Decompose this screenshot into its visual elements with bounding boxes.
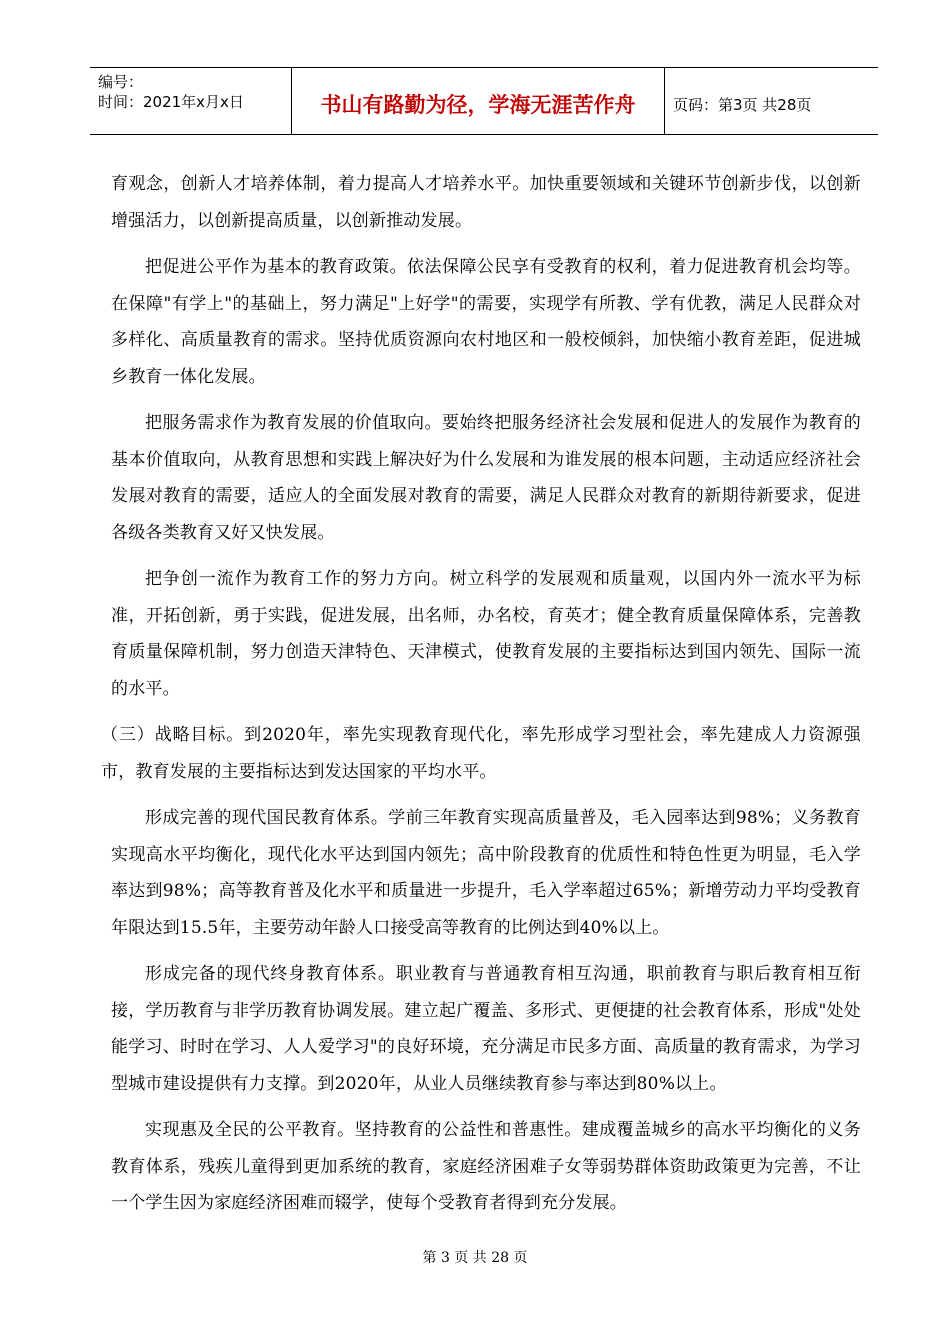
paragraph: 形成完善的现代国民教育体系。学前三年教育实现高质量普及，毛入园率达到98%；义务教育实现高水平均衡化，现代化水平达到国内领先；高中阶段教育的优质性和特色性更为明显，毛入学率达到98%；高等教育普及化水平和质量进一步提升，毛入学率超过65%；新增劳动力平均受教育年限达到15.5年，主要劳动年龄人口接受高等教育的比例达到40%以上。 [111,808,861,938]
document-body [101,166,861,1232]
paragraph: 育观念，创新人才培养体制，着力提高人才培养水平。加快重要领域和关键环节创新步伐，以创新增强活力，以创新提高质量，以创新推动发展。 [111,174,861,231]
paragraph: 把服务需求作为教育发展的价值取向。要始终把服务经济社会发展和促进人的发展作为教育的基本价值取向，从教育思想和实践上解决好为什么发展和为谁发展的根本问题，主动适应经济社会发展对教育的需要，适应人的全面发展对教育的需要，满足人民群众对教育的新期待新要求，促进各级各类教育又好又快发展。 [111,413,861,543]
paragraph: 把促进公平作为基本的教育政策。依法保障公民享有受教育的权利，着力促进教育机会均等。在保障"有学上"的基础上，努力满足"上好学"的需要，实现学有所教、学有优教，满足人民群众对多样化、高质量教育的需求。坚持优质资源向农村地区和一般校倾斜，加快缩小教育差距，促进城乡教育一体化发展。 [111,257,861,387]
paragraph: 把争创一流作为教育工作的努力方向。树立科学的发展观和质量观，以国内外一流水平为标准，开拓创新，勇于实践，促进发展，出名师，办名校，育英才；健全教育质量保障体系，完善教育质量保障机制，努力创造天津特色、天津模式，使教育发展的主要指标达到国内领先、国际一流的水平。 [111,569,861,699]
header-motto: 书山有路勤为径，学海无涯苦作舟 [292,68,665,134]
header-page-info: 页码：第3页 共28页 [673,95,812,114]
page-footer: 第 3 页 共 28 页 [422,1250,528,1266]
paragraph: 形成完备的现代终身教育体系。职业教育与普通教育相互沟通，职前教育与职后教育相互衔接，学历教育与非学历教育协调发展。建立起广覆盖、多形式、更便捷的社会教育体系，形成"处处能学习、时时在学习、人人爱学习"的良好环境，充分满足市民多方面、高质量的教育需求，为学习型城市建设提供有力支撑。到2020年，从业人员继续教育参与率达到80%以上。 [111,964,861,1094]
number-label: 编号： [98,73,144,91]
paragraph-strategic-goal: （三）战略目标。到2020年，率先实现教育现代化，率先形成学习型社会，率先建成人力资源强市，教育发展的主要指标达到发达国家的平均水平。 [101,725,861,782]
paragraph: 实现惠及全民的公平教育。坚持教育的公益性和普惠性。建成覆盖城乡的高水平均衡化的义务教育体系，残疾儿童得到更加系统的教育，家庭经济困难子女等弱势群体资助政策更为完善，不让一个学生因为家庭经济困难而辍学，使每个受教育者得到充分发展。 [111,1120,861,1213]
time-label: 时间：2021年x月x日 [98,93,244,111]
header-meta [90,68,292,134]
page-header [90,67,878,135]
